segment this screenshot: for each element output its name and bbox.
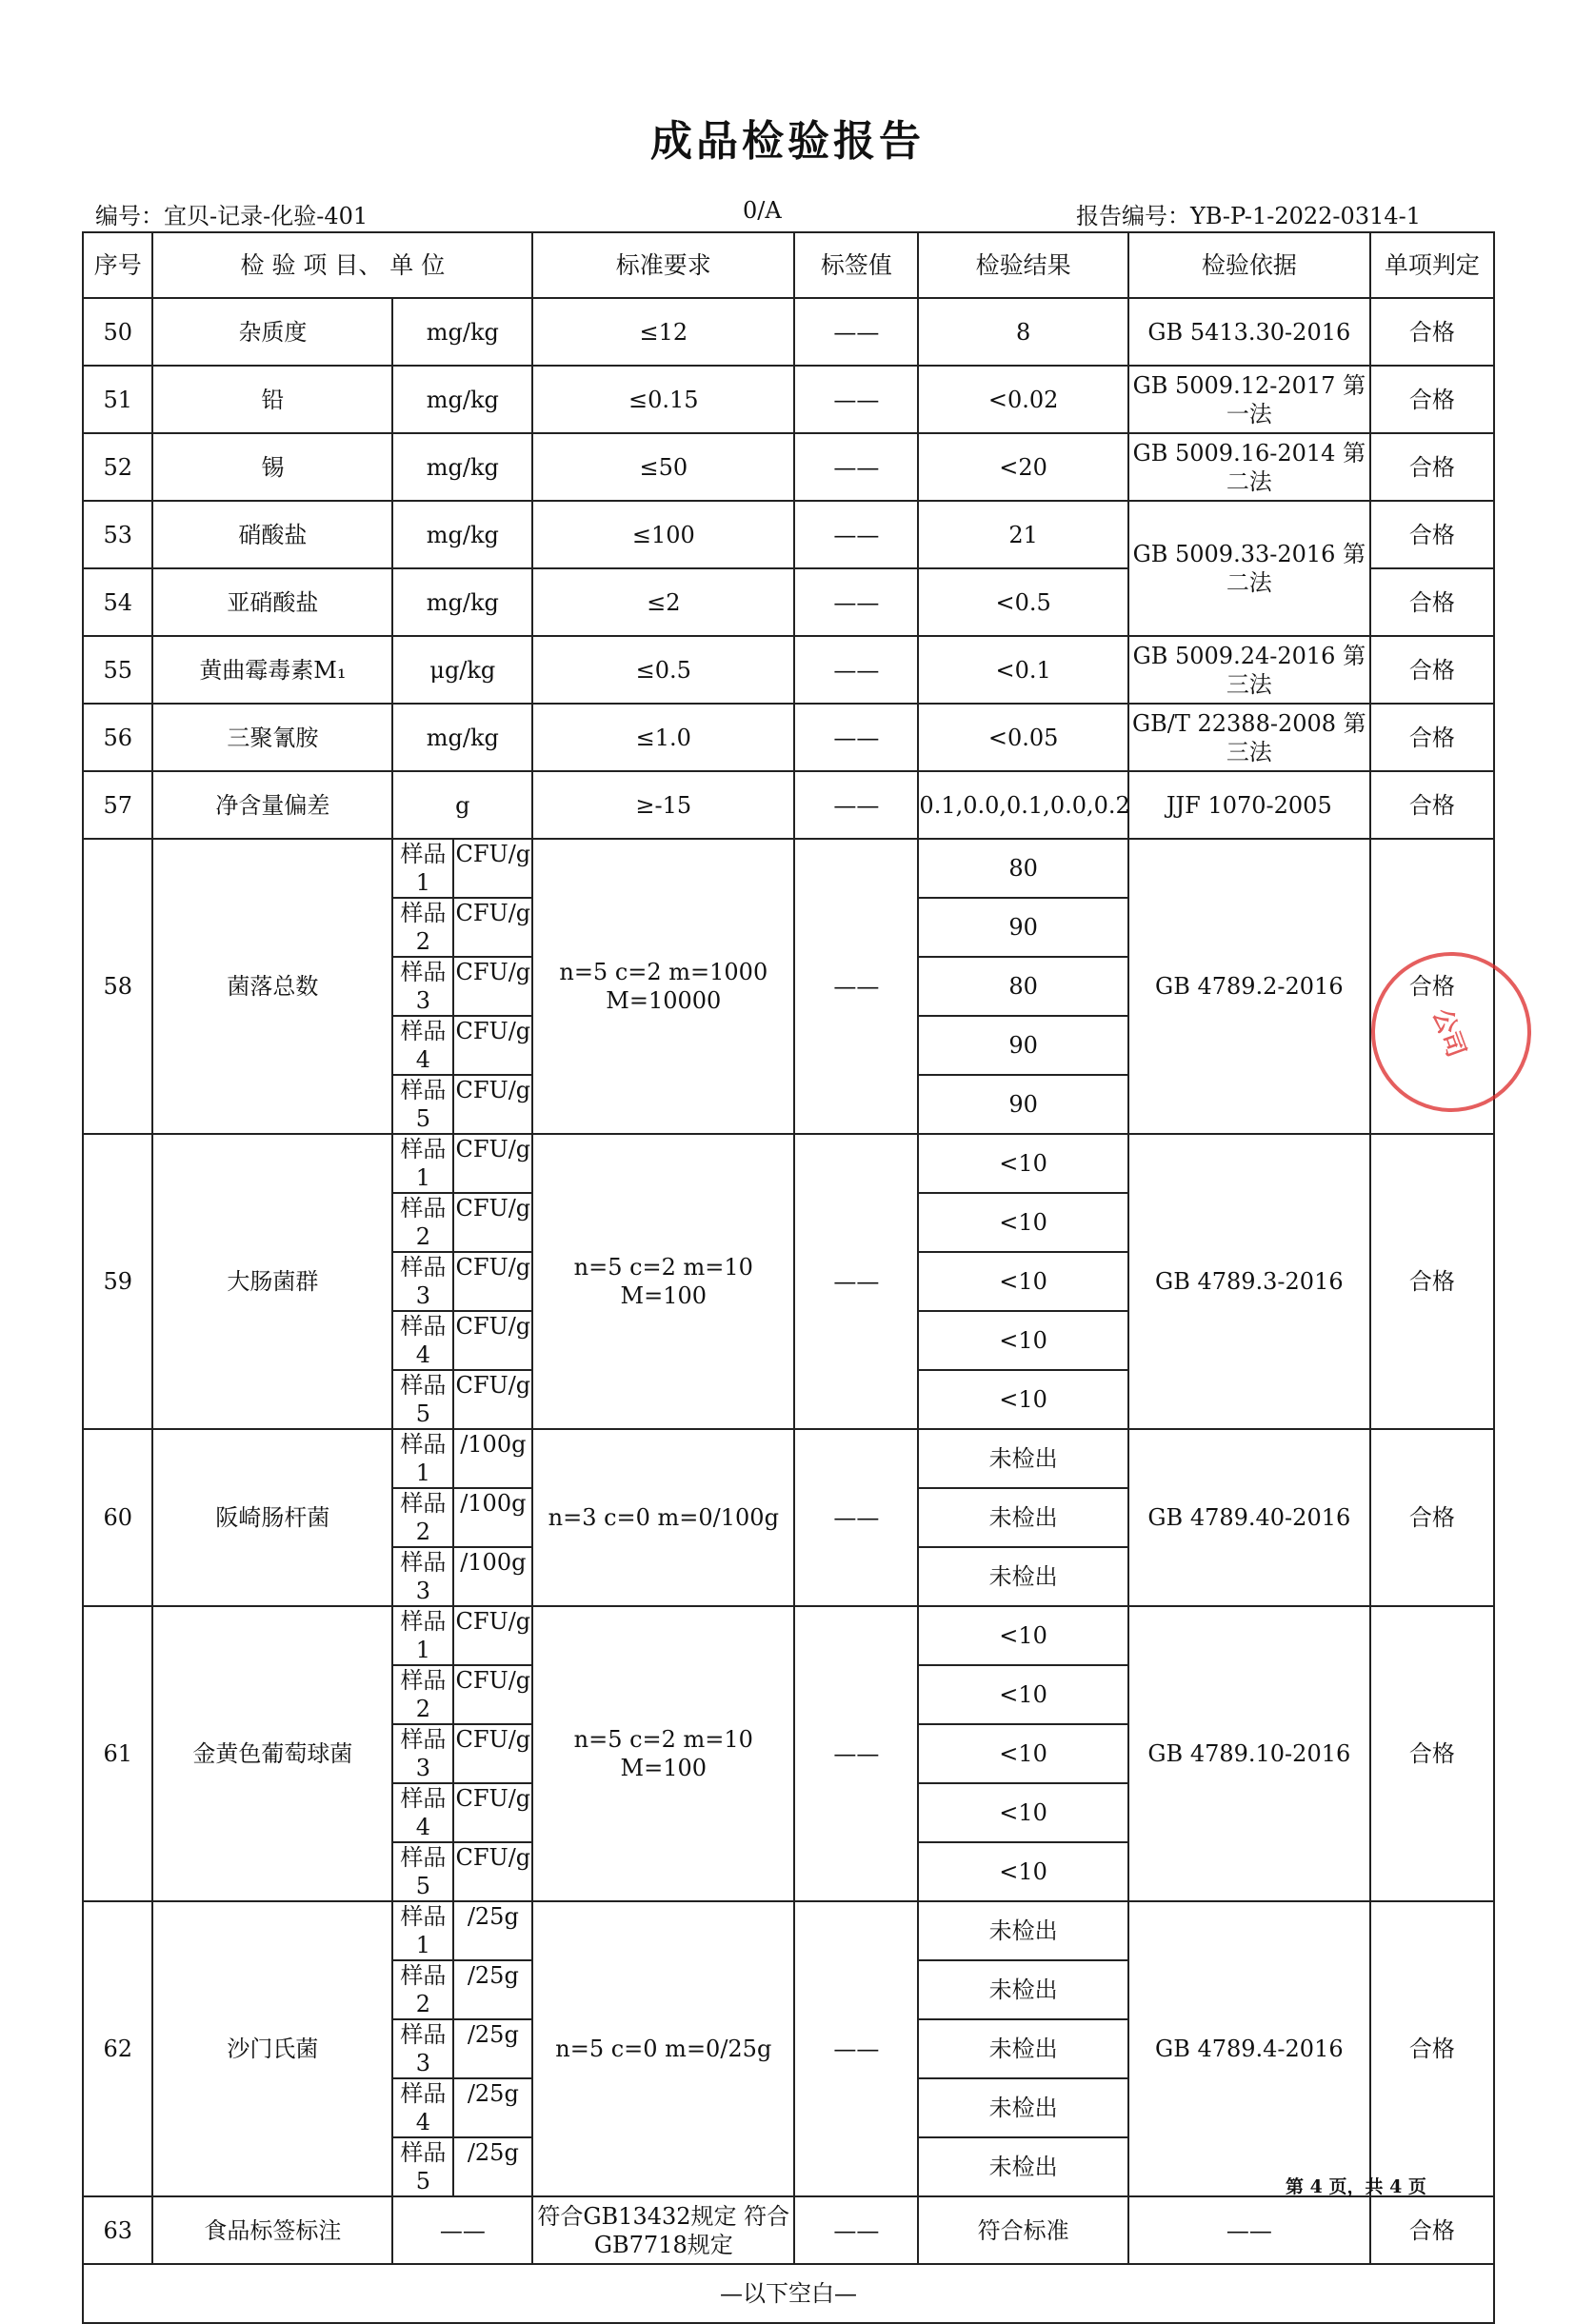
sample-name: 样品3 <box>393 1253 454 1310</box>
label-value: —— <box>794 2196 918 2264</box>
col-verdict: 单项判定 <box>1370 232 1494 298</box>
test-result: 符合标准 <box>918 2196 1127 2264</box>
standard-requirement: ≤50 <box>532 433 794 501</box>
unit: mg/kg <box>392 568 532 636</box>
sample-unit-value: CFU/g <box>455 1254 531 1281</box>
sample-unit <box>392 957 532 1016</box>
sample-unit-value: CFU/g <box>455 1667 531 1694</box>
test-result: <10 <box>918 1370 1127 1429</box>
sample-name: 样品4 <box>393 2079 454 2136</box>
sample-name: 样品5 <box>393 2138 454 2195</box>
standard-requirement: ≤0.5 <box>532 636 794 704</box>
sample-name: 样品2 <box>393 1666 454 1723</box>
sample-name: 样品3 <box>393 1548 454 1605</box>
verdict: 合格 <box>1370 1134 1494 1429</box>
test-result: <0.05 <box>918 704 1127 771</box>
test-item: 大肠菌群 <box>152 1134 392 1429</box>
sample-name: 样品4 <box>393 1784 454 1841</box>
label-value: —— <box>794 636 918 704</box>
record-code: 编号：宜贝-记录-化验-401 <box>95 203 369 229</box>
sample-name: 样品3 <box>393 1725 454 1782</box>
test-basis: GB 5009.12-2017 第一法 <box>1128 366 1370 433</box>
row-number: 51 <box>83 366 152 433</box>
test-result: <10 <box>918 1311 1127 1370</box>
label-value: —— <box>794 839 918 1134</box>
sample-unit <box>392 898 532 957</box>
table-row <box>83 501 1494 568</box>
sample-name: 样品5 <box>393 1371 454 1428</box>
col-item-unit: 检 验 项 目、 单 位 <box>152 232 532 298</box>
blank-note: —以下空白— <box>83 2264 1494 2323</box>
label-value: —— <box>794 1901 918 2196</box>
test-item: 金黄色葡萄球菌 <box>152 1606 392 1901</box>
test-item: 铅 <box>152 366 392 433</box>
sample-unit-value: CFU/g <box>455 1844 531 1871</box>
sample-unit-value: /25g <box>467 1903 519 1930</box>
label-value: —— <box>794 298 918 366</box>
label-value: —— <box>794 568 918 636</box>
row-number: 63 <box>83 2196 152 2264</box>
standard-requirement: ≤100 <box>532 501 794 568</box>
test-basis: GB 4789.40-2016 <box>1128 1429 1370 1606</box>
sample-unit-value: /100g <box>460 1549 527 1576</box>
test-result: 未检出 <box>918 1429 1127 1488</box>
verdict: 合格 <box>1370 298 1494 366</box>
test-item: 杂质度 <box>152 298 392 366</box>
test-result: <10 <box>918 1193 1127 1252</box>
sample-unit-value: CFU/g <box>455 1372 531 1399</box>
sample-unit <box>392 1488 532 1547</box>
unit: mg/kg <box>392 501 532 568</box>
row-number: 57 <box>83 771 152 839</box>
verdict: 合格 <box>1370 1901 1494 2196</box>
test-result: 未检出 <box>918 2078 1127 2137</box>
test-item: 三聚氰胺 <box>152 704 392 771</box>
col-result: 检验结果 <box>918 232 1127 298</box>
row-number: 55 <box>83 636 152 704</box>
test-result: <10 <box>918 1134 1127 1193</box>
sample-row <box>83 1429 1494 1488</box>
row-number: 52 <box>83 433 152 501</box>
sample-row <box>83 1134 1494 1193</box>
sample-unit <box>392 1193 532 1252</box>
test-result: 未检出 <box>918 1960 1127 2019</box>
standard-requirement: n=5 c=2 m=10 M=100 <box>532 1134 794 1429</box>
sample-unit <box>392 1134 532 1193</box>
table-row <box>83 636 1494 704</box>
standard-requirement: n=5 c=2 m=1000 M=10000 <box>532 839 794 1134</box>
sample-unit-value: CFU/g <box>455 959 531 985</box>
label-value: —— <box>794 366 918 433</box>
test-result: 90 <box>918 1075 1127 1134</box>
test-basis: —— <box>1128 2196 1370 2264</box>
test-result: 90 <box>918 898 1127 957</box>
label-value: —— <box>794 704 918 771</box>
sample-unit-value: /100g <box>460 1490 527 1517</box>
sample-unit <box>392 2137 532 2196</box>
verdict: 合格 <box>1370 636 1494 704</box>
test-result: <0.02 <box>918 366 1127 433</box>
verdict: 合格 <box>1370 568 1494 636</box>
sample-name: 样品1 <box>393 1607 454 1664</box>
row-number: 59 <box>83 1134 152 1429</box>
sample-unit-value: CFU/g <box>455 841 531 867</box>
test-result: 90 <box>918 1016 1127 1075</box>
test-basis: GB 4789.3-2016 <box>1128 1134 1370 1429</box>
test-result: <10 <box>918 1724 1127 1783</box>
standard-requirement: 符合GB13432规定 符合GB7718规定 <box>532 2196 794 2264</box>
label-value: —— <box>794 771 918 839</box>
inspection-table <box>82 231 1495 2324</box>
row-number: 53 <box>83 501 152 568</box>
verdict: 合格 <box>1370 2196 1494 2264</box>
verdict: 合格 <box>1370 1606 1494 1901</box>
standard-requirement: ≤2 <box>532 568 794 636</box>
sample-name: 样品2 <box>393 1194 454 1251</box>
sample-unit-value: CFU/g <box>455 1785 531 1812</box>
test-result: <10 <box>918 1842 1127 1901</box>
row-number: 54 <box>83 568 152 636</box>
sample-unit-value: CFU/g <box>455 1608 531 1635</box>
test-item: 黄曲霉毒素M₁ <box>152 636 392 704</box>
test-result: 未检出 <box>918 1547 1127 1606</box>
test-result: 未检出 <box>918 2019 1127 2078</box>
verdict: 合格 <box>1370 704 1494 771</box>
verdict: 合格 <box>1370 771 1494 839</box>
unit: g <box>392 771 532 839</box>
label-value: —— <box>794 1134 918 1429</box>
test-result: 80 <box>918 839 1127 898</box>
sample-unit <box>392 1960 532 2019</box>
sample-unit <box>392 839 532 898</box>
sample-unit-value: /100g <box>460 1431 527 1458</box>
sample-unit-value: /25g <box>467 2021 519 2048</box>
verdict: 合格 <box>1370 366 1494 433</box>
test-basis: GB 4789.2-2016 <box>1128 839 1370 1134</box>
test-result: <10 <box>918 1665 1127 1724</box>
test-basis: GB 5009.16-2014 第二法 <box>1128 433 1370 501</box>
table-row <box>83 771 1494 839</box>
sample-name: 样品3 <box>393 2020 454 2077</box>
table-header-row <box>83 232 1494 298</box>
sample-name: 样品2 <box>393 1961 454 2018</box>
test-result: 80 <box>918 957 1127 1016</box>
table-row <box>83 298 1494 366</box>
sample-unit-value: /25g <box>467 2139 519 2166</box>
standard-requirement: ≥-15 <box>532 771 794 839</box>
sample-name: 样品4 <box>393 1017 454 1074</box>
verdict: 合格 <box>1370 1429 1494 1606</box>
unit: mg/kg <box>392 433 532 501</box>
col-standard: 标准要求 <box>532 232 794 298</box>
test-result: 未检出 <box>918 1901 1127 1960</box>
test-basis: GB 5009.33-2016 第二法 <box>1128 501 1370 636</box>
version: 0/A <box>743 197 782 224</box>
label-value: —— <box>794 1429 918 1606</box>
company-seal: 公司 <box>1348 929 1553 1134</box>
sample-unit-value: CFU/g <box>455 1136 531 1162</box>
sample-unit <box>392 1547 532 1606</box>
report-title: 成品检验报告 <box>650 117 925 166</box>
verdict: 合格 <box>1370 501 1494 568</box>
sample-unit-value: CFU/g <box>455 1018 531 1044</box>
sample-name: 样品1 <box>393 1135 454 1192</box>
standard-requirement: n=3 c=0 m=0/100g <box>532 1429 794 1606</box>
sample-unit-value: /25g <box>467 2080 519 2107</box>
unit: mg/kg <box>392 704 532 771</box>
sample-unit <box>392 1783 532 1842</box>
test-result: <10 <box>918 1606 1127 1665</box>
row-number: 62 <box>83 1901 152 2196</box>
unit: mg/kg <box>392 298 532 366</box>
test-result: <10 <box>918 1252 1127 1311</box>
test-result: <0.5 <box>918 568 1127 636</box>
unit: —— <box>392 2196 532 2264</box>
blank-row <box>83 2264 1494 2323</box>
sample-unit <box>392 1842 532 1901</box>
col-label-value: 标签值 <box>794 232 918 298</box>
test-result: 21 <box>918 501 1127 568</box>
test-basis: GB/T 22388-2008 第三法 <box>1128 704 1370 771</box>
row-number: 61 <box>83 1606 152 1901</box>
sample-unit <box>392 1724 532 1783</box>
test-result: 未检出 <box>918 1488 1127 1547</box>
table-row <box>83 366 1494 433</box>
row-number: 56 <box>83 704 152 771</box>
sample-unit <box>392 1016 532 1075</box>
standard-requirement: n=5 c=2 m=10 M=100 <box>532 1606 794 1901</box>
standard-requirement: n=5 c=0 m=0/25g <box>532 1901 794 2196</box>
sample-unit-value: CFU/g <box>455 1077 531 1103</box>
sample-unit <box>392 1429 532 1488</box>
page-footer: 第 4 页，共 4 页 <box>1286 2176 1426 2197</box>
unit: mg/kg <box>392 366 532 433</box>
sample-unit <box>392 1665 532 1724</box>
test-item: 锡 <box>152 433 392 501</box>
test-item: 沙门氏菌 <box>152 1901 392 2196</box>
sample-row <box>83 1606 1494 1665</box>
label-value: —— <box>794 433 918 501</box>
sample-row <box>83 1901 1494 1960</box>
verdict: 合格 <box>1370 839 1494 1134</box>
sample-unit-value: CFU/g <box>455 1726 531 1753</box>
row-number: 60 <box>83 1429 152 1606</box>
test-basis: GB 4789.10-2016 <box>1128 1606 1370 1901</box>
col-no: 序号 <box>83 232 152 298</box>
test-result: 8 <box>918 298 1127 366</box>
row-number: 50 <box>83 298 152 366</box>
sample-name: 样品2 <box>393 899 454 956</box>
sample-name: 样品4 <box>393 1312 454 1369</box>
sample-unit <box>392 1606 532 1665</box>
sample-name: 样品2 <box>393 1489 454 1546</box>
sample-unit <box>392 2019 532 2078</box>
test-result: 0.1,0.0,0.1,0.0,0.2 <box>918 771 1127 839</box>
sample-unit <box>392 1901 532 1960</box>
col-basis: 检验依据 <box>1128 232 1370 298</box>
sample-name: 样品3 <box>393 958 454 1015</box>
sample-unit <box>392 2078 532 2137</box>
sample-unit-value: CFU/g <box>455 1195 531 1222</box>
sample-name: 样品5 <box>393 1843 454 1900</box>
sample-unit-value: CFU/g <box>455 900 531 926</box>
test-basis: GB 4789.4-2016 <box>1128 1901 1370 2196</box>
sample-name: 样品1 <box>393 1430 454 1487</box>
test-item: 菌落总数 <box>152 839 392 1134</box>
standard-requirement: ≤0.15 <box>532 366 794 433</box>
label-value: —— <box>794 501 918 568</box>
test-item: 亚硝酸盐 <box>152 568 392 636</box>
unit: μg/kg <box>392 636 532 704</box>
standard-requirement: ≤12 <box>532 298 794 366</box>
sample-name: 样品1 <box>393 1902 454 1959</box>
test-basis: GB 5413.30-2016 <box>1128 298 1370 366</box>
sample-row <box>83 839 1494 898</box>
table-row <box>83 704 1494 771</box>
test-item: 阪崎肠杆菌 <box>152 1429 392 1606</box>
sample-unit <box>392 1370 532 1429</box>
test-item: 净含量偏差 <box>152 771 392 839</box>
test-result: 未检出 <box>918 2137 1127 2196</box>
test-result: <10 <box>918 1783 1127 1842</box>
test-basis: JJF 1070-2005 <box>1128 771 1370 839</box>
test-result: <20 <box>918 433 1127 501</box>
test-basis: GB 5009.24-2016 第三法 <box>1128 636 1370 704</box>
label-value: —— <box>794 1606 918 1901</box>
sample-unit <box>392 1252 532 1311</box>
sample-name: 样品1 <box>393 840 454 897</box>
test-result: <0.1 <box>918 636 1127 704</box>
row-number: 58 <box>83 839 152 1134</box>
sample-name: 样品5 <box>393 1076 454 1133</box>
test-item: 食品标签标注 <box>152 2196 392 2264</box>
table-row <box>83 2196 1494 2264</box>
verdict: 合格 <box>1370 433 1494 501</box>
table-row <box>83 433 1494 501</box>
sample-unit <box>392 1311 532 1370</box>
test-item: 硝酸盐 <box>152 501 392 568</box>
sample-unit-value: CFU/g <box>455 1313 531 1340</box>
report-number: 报告编号：YB-P-1-2022-0314-1 <box>1076 203 1422 229</box>
standard-requirement: ≤1.0 <box>532 704 794 771</box>
sample-unit <box>392 1075 532 1134</box>
sample-unit-value: /25g <box>467 1962 519 1989</box>
